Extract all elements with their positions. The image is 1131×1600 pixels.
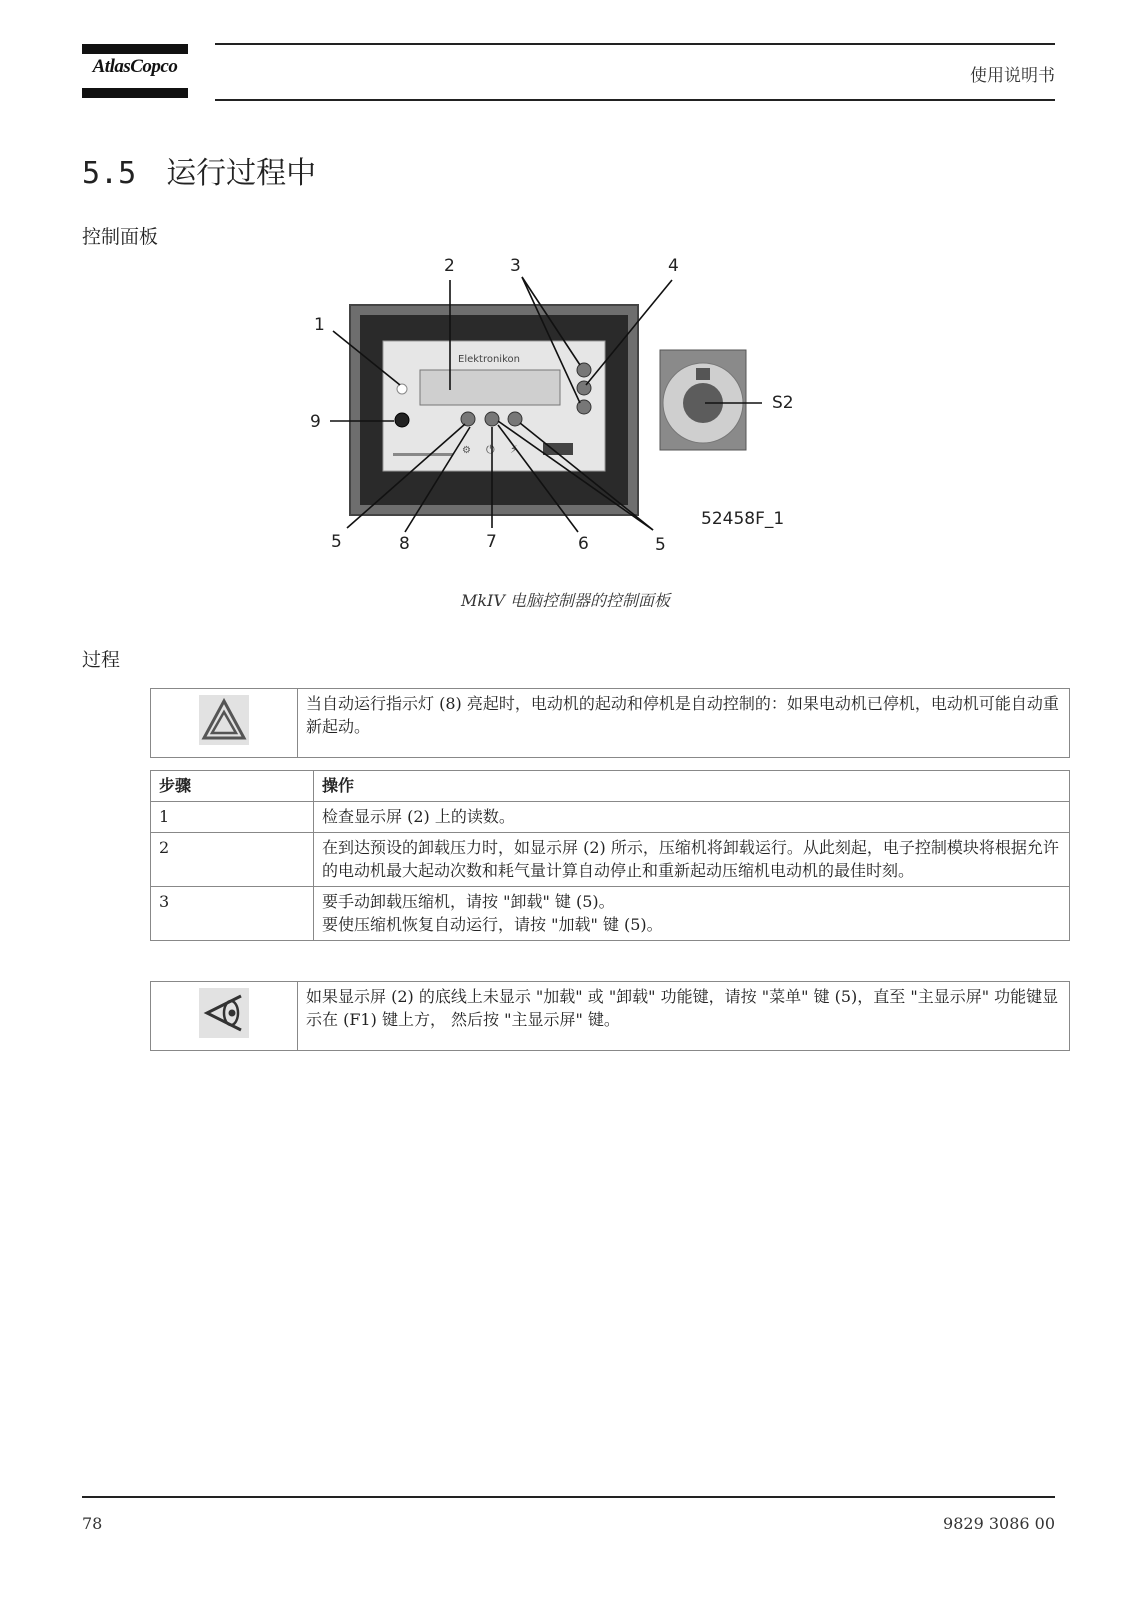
note-text: 如果显示屏 (2) 的底线上未显示 "加载" 或 "卸载" 功能键，请按 "菜单" 键 (5)，直至 "主显示屏" 功能键显示在 (F1) 键上方， 然后按 "主显示屏" 键。 [298,982,1070,1051]
document-number: 9829 3086 00 [943,1514,1055,1533]
callout-8: 8 [399,534,410,554]
header-step: 步骤 [151,771,314,802]
header-rule-top [215,43,1055,45]
step-action: 在到达预设的卸载压力时，如显示屏 (2) 所示，压缩机将卸载运行。从此刻起，电子控制模块将根据允许的电动机最大起动次数和耗气量计算自动停止和重新起动压缩机电动机的最佳时刻。 [314,833,1070,887]
logo-bar-top [82,44,188,54]
callout-7: 7 [486,532,497,552]
steps-table [150,770,1070,941]
panel-website-text [393,453,453,456]
callout-9: 9 [310,412,321,432]
steps-header-row [151,771,1070,802]
step-action-line: 要手动卸载压缩机，请按 "卸载" 键 (5)。 [322,892,615,911]
figure-id: 52458F_1 [701,509,785,529]
warning-box [150,688,1070,758]
logo-bar-bottom [82,88,188,98]
menu-key-up [577,363,591,377]
warning-triangle-icon [199,695,249,745]
page-number: 78 [82,1514,103,1533]
voltage-on-led-icon: ⏻ [486,443,495,456]
step-action [314,887,1070,941]
callout-5-right: 5 [655,535,666,555]
header-action: 操作 [314,771,1070,802]
section-title [82,148,316,192]
callout-2: 2 [444,256,455,276]
step-number: 1 [151,802,314,833]
atlas-copco-logo [82,44,188,98]
callout-6: 6 [578,534,589,554]
callout-5-left: 5 [331,532,342,552]
auto-operation-led-icon: ⚙ [462,445,471,456]
table-row [151,802,1070,833]
footer-rule [82,1496,1055,1498]
control-panel-figure [300,255,820,570]
alarm-led-icon: ⚡ [510,443,518,456]
function-key-f2 [485,412,499,426]
step-action: 检查显示屏 (2) 上的读数。 [314,802,1070,833]
callout-3: 3 [510,256,521,276]
start-button [395,413,409,427]
warning-text: 当自动运行指示灯 (8) 亮起时，电动机的起动和停机是自动控制的：如果电动机已停机，电动机可能自动重新起动。 [298,689,1070,758]
led-voltage [397,384,407,394]
note-box [150,981,1070,1051]
warning-row [151,689,1070,758]
section-heading: 运行过程中 [166,156,317,191]
eye-attention-icon [199,988,249,1038]
subheading-control-panel: 控制面板 [82,226,159,248]
panel-display [420,370,560,405]
panel-brand-text: Elektronikon [458,354,520,365]
callout-s2: S2 [772,393,794,413]
section-number: 5.5 [82,156,137,191]
table-row [151,887,1070,941]
note-row [151,982,1070,1051]
callout-1: 1 [314,315,325,335]
figure-caption: MkIV 电脑控制器的控制面板 [460,591,671,610]
tab-key [577,381,591,395]
emergency-stop-warning-label [696,368,710,380]
note-icon-cell [151,982,298,1051]
document-type: 使用说明书 [970,66,1055,86]
step-number: 3 [151,887,314,941]
header-rule-bottom [215,99,1055,101]
step-number: 2 [151,833,314,887]
warning-icon-cell [151,689,298,758]
subheading-procedure: 过程 [82,649,121,671]
logo-text: AtlasCopco [92,56,178,77]
callout-4: 4 [668,256,679,276]
table-row [151,833,1070,887]
step-action-line: 要使压缩机恢复自动运行，请按 "加载" 键 (5)。 [322,915,663,934]
function-key-f1 [461,412,475,426]
